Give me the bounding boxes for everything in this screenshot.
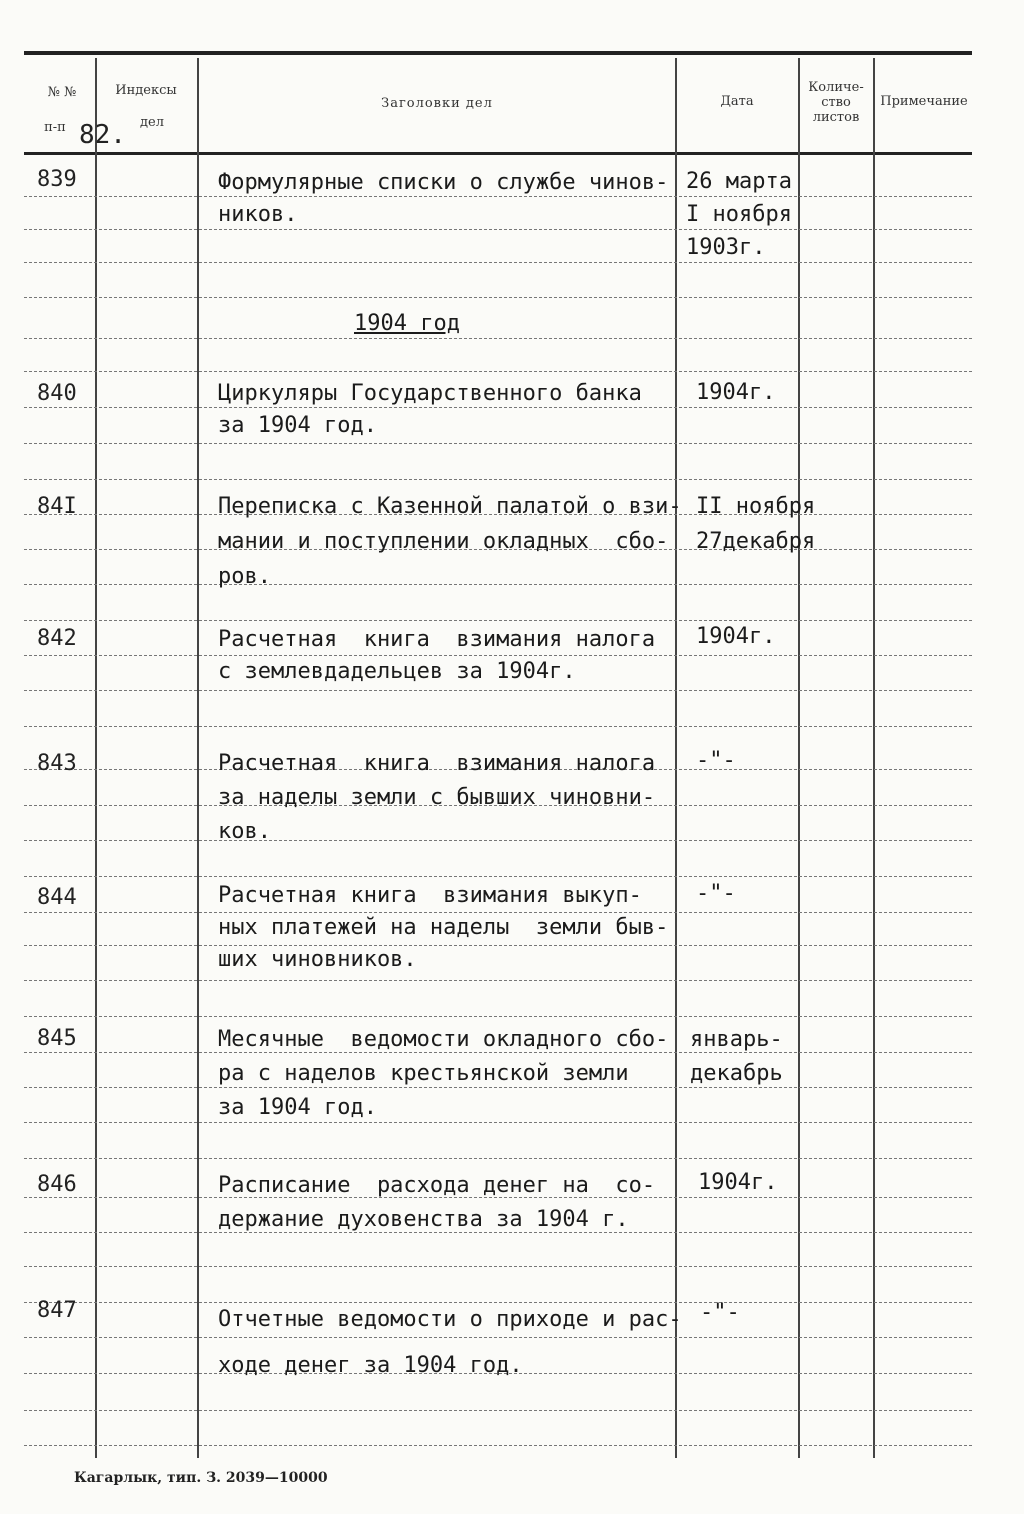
row-line — [24, 980, 972, 981]
entry-title: Отчетные ведомости о приходе и рас- ходе денег за 1904 год. — [218, 1307, 682, 1378]
row-line — [24, 1266, 972, 1267]
header-notes: Примечание — [880, 94, 968, 109]
row-line — [24, 338, 972, 339]
entry-date: 1904г. — [698, 1170, 778, 1195]
entry-title: Расписание расхода денег на со- держание духовенства за 1904 г. — [218, 1173, 656, 1232]
column-divider — [873, 58, 875, 1458]
header-index-line2: дел — [140, 115, 164, 130]
row-line — [24, 371, 972, 372]
row-line — [24, 1158, 972, 1159]
row-line — [24, 876, 972, 877]
row-line — [24, 690, 972, 691]
entry-title: Месячные ведомости окладного сбо- ра с наделов крестьянской земли за 1904 год. — [218, 1027, 669, 1120]
row-line — [24, 297, 972, 298]
row-line — [24, 443, 972, 444]
entry-date: -"- — [696, 748, 736, 773]
section-year-heading: 1904 год — [354, 311, 460, 336]
entry-title: Циркуляры Государственного банка за 1904 год. — [218, 381, 642, 438]
entry-number: 839 — [37, 167, 77, 192]
entry-date: -"- — [696, 881, 736, 906]
row-line — [24, 1016, 972, 1017]
header-index-line1: Индексы — [115, 83, 177, 98]
page-number: 82. — [79, 120, 126, 150]
entry-number: 840 — [37, 381, 77, 406]
row-line — [24, 726, 972, 727]
entry-number: 844 — [37, 885, 77, 910]
entry-title: Расчетная книга взимания налога с землевдадельцев за 1904г. — [218, 627, 656, 684]
entry-number: 843 — [37, 751, 77, 776]
header-date: Дата — [720, 94, 754, 109]
header-num-line1: № № — [47, 85, 77, 100]
entry-title: Переписка с Казенной палатой о взи- мании и поступлении окладных сбо- ров. — [218, 494, 682, 589]
entry-date: 1904г. — [696, 624, 776, 649]
entry-number: 847 — [37, 1298, 77, 1323]
entry-number: 84I — [37, 494, 77, 519]
header-sheets: Количе- ство листов — [808, 80, 864, 125]
row-line — [24, 1445, 972, 1446]
column-divider — [95, 58, 97, 1458]
entry-date: январь- декабрь — [690, 1027, 783, 1086]
top-rule — [24, 51, 972, 55]
printer-imprint: Кагарлык, тип. З. 2039—10000 — [74, 1470, 328, 1486]
entry-title: Формулярные списки о службе чинов- ников. — [218, 170, 669, 227]
entry-date: II ноября 27декабря — [696, 494, 816, 554]
entry-title: Расчетная книга взимания налога за наделы земли с бывших чиновни- ков. — [218, 751, 656, 844]
entry-date: -"- — [700, 1300, 740, 1325]
column-divider — [197, 58, 199, 1458]
row-line — [24, 479, 972, 480]
row-line — [24, 1410, 972, 1411]
entry-number: 842 — [37, 626, 77, 651]
entry-number: 845 — [37, 1026, 77, 1051]
entry-date: 1904г. — [696, 380, 776, 405]
header-bottom-rule — [24, 152, 972, 155]
entry-date: 26 марта I ноября 1903г. — [686, 169, 792, 260]
entry-number: 846 — [37, 1172, 77, 1197]
header-titles: Заголовки дел — [381, 96, 493, 111]
header-num-line2: п-п — [44, 120, 66, 135]
entry-title: Расчетная книга взимания выкуп- ных платежей на наделы земли быв- ших чиновников. — [218, 883, 669, 972]
